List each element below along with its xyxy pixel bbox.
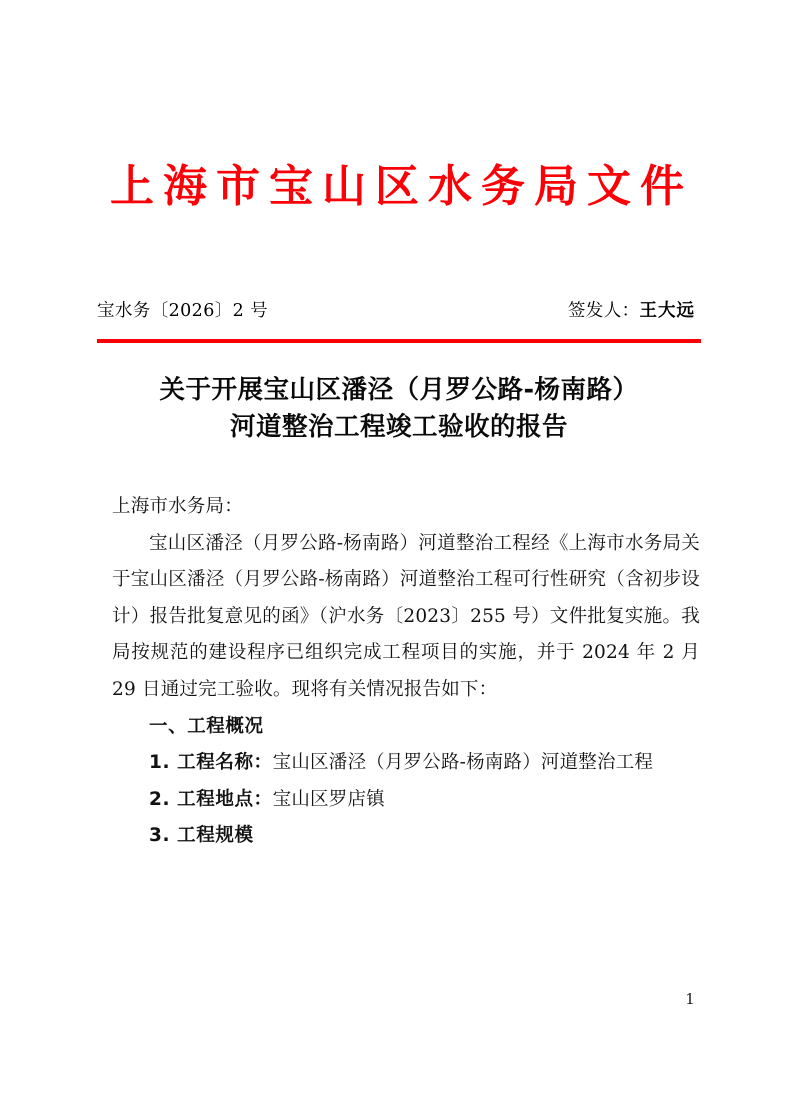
addressee-line: 上海市水务局： [112,496,243,517]
item-label: 2. 工程地点： [149,788,273,810]
list-item [112,745,700,782]
masthead [97,158,697,216]
document-number: 宝水务〔2026〕2 号 [97,301,269,321]
document-heading-line-1: 关于开展宝山区潘泾（月罗公路-杨南路） [159,375,639,405]
document-body [112,489,700,855]
item-value: 宝山区潘泾（月罗公路-杨南路）河道整治工程 [272,752,654,774]
item-label: 1. 工程名称： [149,752,273,774]
item-value: 宝山区罗店镇 [272,788,385,810]
red-separator-rule [97,339,701,343]
document-heading-line-2: 河道整治工程竣工验收的报告 [229,412,568,442]
signer-label: 签发人： [567,301,640,321]
masthead-title: 上海市宝山区水务局文件 [110,161,693,212]
section-heading-1: 一、工程概况 [149,715,264,737]
signer-block [568,296,701,326]
item-label: 3. 工程规模 [149,825,254,847]
document-heading [97,372,701,446]
document-number-row [97,296,701,326]
page-number: 1 [685,990,695,1008]
signer-name: 王大远 [639,301,695,321]
list-item [112,782,700,819]
list-item [112,818,700,855]
body-paragraph-1: 宝山区潘泾（月罗公路-杨南路）河道整治工程经《上海市水务局关于宝山区潘泾（月罗公路-杨南路）河道整治工程可行性研究（含初步设计）报告批复意见的函》（沪水务〔2023〕255 号）文件批复实施。我局按规范的建设程序已组织完成工程项目的实施，并于 2024 年 2 月 29 日通过完工验收。现将有关情况报告如下： [112,532,700,700]
